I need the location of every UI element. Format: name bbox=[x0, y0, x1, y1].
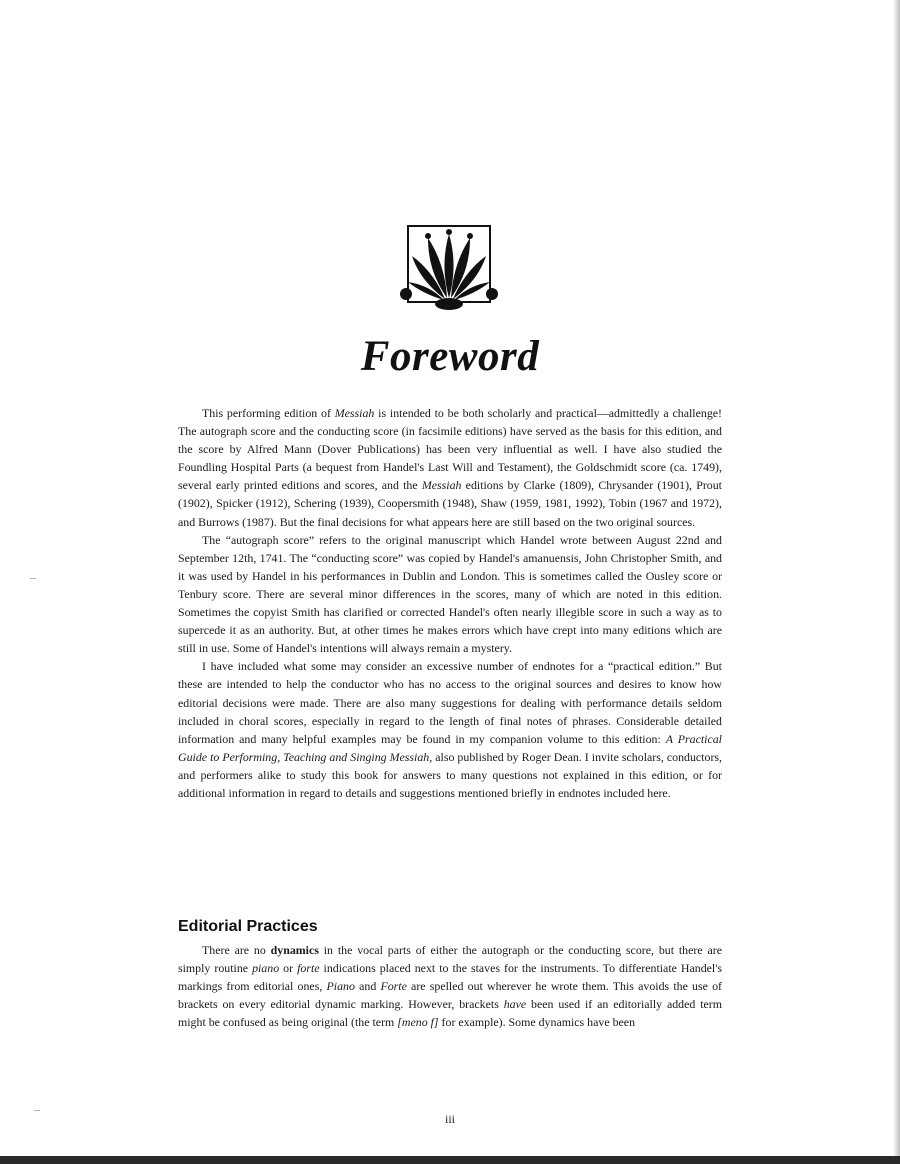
margin-mark bbox=[34, 1110, 40, 1111]
page-title: Foreword bbox=[360, 333, 540, 380]
foreword-paragraph-1: This performing edition of Messiah is intended to be both scholarly and practical—admittedly a challenge! The autograph score and the conducting score (in facsimile editions) have served as the basis for this edition, and the score by Alfred Mann (Dover Publications) has been very influential as well. I have also studied the Foundling Hospital Parts (a bequest from Handel's Last Will and Testament), the Goldschmidt score (ca. 1749), several early printed editions and scores, and the Messiah editions by Clarke (1809), Chrysander (1901), Prout (1902), Spicker (1912), Schering (1939), Coopersmith (1948), Shaw (1959, 1981, 1992), Tobin (1967 and 1972), and Burrows (1987). But the final decisions for what appears here are still based on the two original sources. bbox=[178, 406, 722, 529]
page-number: iii bbox=[444, 1112, 455, 1126]
emphasis-dynamics: dynamics bbox=[270, 943, 319, 957]
section-heading-editorial-practices: Editorial Practices bbox=[178, 918, 318, 935]
book-title: A Practical Guide to Performing, Teaching and Singing Messiah bbox=[178, 731, 722, 764]
foreword-paragraph-3: I have included what some may consider an excessive number of endnotes for a “practical edition.” But these are intended to help the conductor who has no access to the original sources and desires to know how editorial decisions were made. There are also many suggestions for dealing with performance details seldom included in choral scores, especially in regard to the length of final notes of phrases. Considerable detailed information and many helpful examples may be found in my companion volume to this edition: A Practical Guide to Performing, Teaching and Singing Messiah, also published by Roger Dean. I invite scholars, conductors, and performers alike to study this book for answers to many questions not explained in this edition, or for additional information in regard to details and suggestions mentioned briefly in endnotes included here. bbox=[178, 659, 723, 800]
page-bottom-border bbox=[0, 1156, 900, 1164]
foreword-body bbox=[178, 404, 722, 802]
emphasis-messiah: Messiah bbox=[421, 478, 462, 493]
fan-ornament-icon bbox=[398, 224, 500, 314]
foreword-paragraph-2: The “autograph score” refers to the original manuscript which Handel wrote between August 22nd and September 12th, 1741. The “conducting score” was copied by Handel's amanuensis, John Christopher Smith, and it was used by Handel in his performances in Dublin and London. This is sometimes called the Ousley score or Tenbury score. There are several minor differences in the scores, many of which are noted in this edition. Sometimes the copyist Smith has clarified or corrected Handel's often nearly illegible score in such a way as to supercede it as an authority. But, at other times he makes errors which have crept into many editions which are still in use. Some of Handel's intentions will always remain a mystery. bbox=[178, 532, 722, 656]
editorial-paragraph-1: There are no dynamics in the vocal parts of either the autograph or the conducting score, but there are simply routine piano or forte indications placed next to the staves for the instruments. To differentiate Handel's markings from editorial ones, Piano and Forte are spelled out wherever he wrote them. This avoids the use of brackets on every editorial dynamic marking. However, brackets have been used if an editorially added term might be confused as being original (the term [meno f] for example). Some dynamics have been bbox=[178, 943, 723, 1030]
margin-mark bbox=[30, 578, 36, 579]
page-edge-shadow bbox=[893, 0, 900, 1164]
editorial-practices-body bbox=[178, 941, 722, 1031]
emphasis-messiah: Messiah bbox=[334, 406, 375, 420]
